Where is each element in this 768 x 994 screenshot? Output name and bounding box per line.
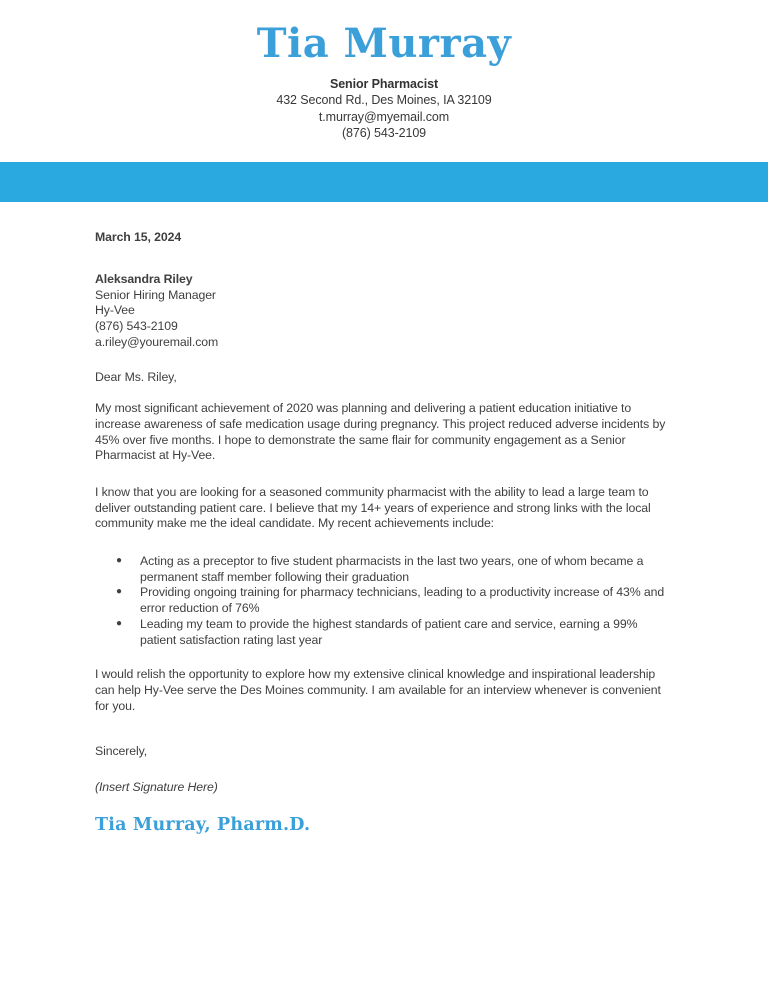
recipient-name: Aleksandra Riley xyxy=(95,271,193,286)
applicant-contact-block xyxy=(0,76,768,141)
closing-paragraph: I would relish the opportunity to explore how my extensive clinical knowledge and inspirational leadership can help Hy-Vee serve the Des Moines community. I am available for an interview whenever is convenient for you. xyxy=(95,667,661,713)
applicant-job-title: Senior Pharmacist xyxy=(329,77,439,91)
recipient-email: a.riley@youremail.com xyxy=(95,334,219,349)
list-item-text: Providing ongoing training for pharmacy technicians, leading to a productivity increase of 43% and error reduction of 76% xyxy=(140,585,665,616)
recipient-company: Hy-Vee xyxy=(95,303,135,318)
achievements-list xyxy=(95,554,672,648)
letter-body xyxy=(0,202,768,833)
accent-bar xyxy=(0,162,768,202)
bullet-icon: ● xyxy=(116,555,122,567)
signature-placeholder: (Insert Signature Here) xyxy=(95,780,218,795)
bullet-icon: ● xyxy=(116,586,122,598)
list-item xyxy=(95,585,672,616)
recipient-phone: (876) 543-2109 xyxy=(95,319,178,333)
applicant-phone: (876) 543-2109 xyxy=(341,125,427,140)
list-item xyxy=(95,617,672,648)
recipient-job-title: Senior Hiring Manager xyxy=(95,287,216,302)
bullet-icon: ● xyxy=(116,617,122,629)
applicant-name: Tia Murray xyxy=(256,20,512,67)
body-paragraph-2: I know that you are looking for a seasoned community pharmacist with the ability to lead a large team to deliver outstanding patient care. I believe that my 14+ years of experience and strong links with the local community make me the ideal candidate. My recent achievements include: xyxy=(95,484,651,531)
applicant-address: 432 Second Rd., Des Moines, IA 32109 xyxy=(276,93,492,108)
recipient-block xyxy=(95,272,672,351)
list-item xyxy=(95,554,672,585)
salutation: Dear Ms. Riley, xyxy=(95,370,177,385)
letter-date: March 15, 2024 xyxy=(95,230,182,245)
applicant-email: t.murray@myemail.com xyxy=(318,109,450,124)
body-paragraph-1: My most significant achievement of 2020 was planning and delivering a patient education initiative to increase awareness of safe medication usage during pregnancy. This project reduced adverse incidents by 45% over five months. I hope to demonstrate the same flair for community engagement as a Senior Pharmacist at Hy-Vee. xyxy=(95,401,666,463)
signature-name: Tia Murray, Pharm.D. xyxy=(95,814,311,835)
letter-header xyxy=(0,0,768,141)
list-item-text: Leading my team to provide the highest standards of patient care and service, earning a 99% patient satisfaction rating last year xyxy=(140,616,638,647)
sign-off: Sincerely, xyxy=(95,744,148,759)
list-item-text: Acting as a preceptor to five student pharmacists in the last two years, one of whom became a permanent staff member following their graduation xyxy=(140,554,644,584)
